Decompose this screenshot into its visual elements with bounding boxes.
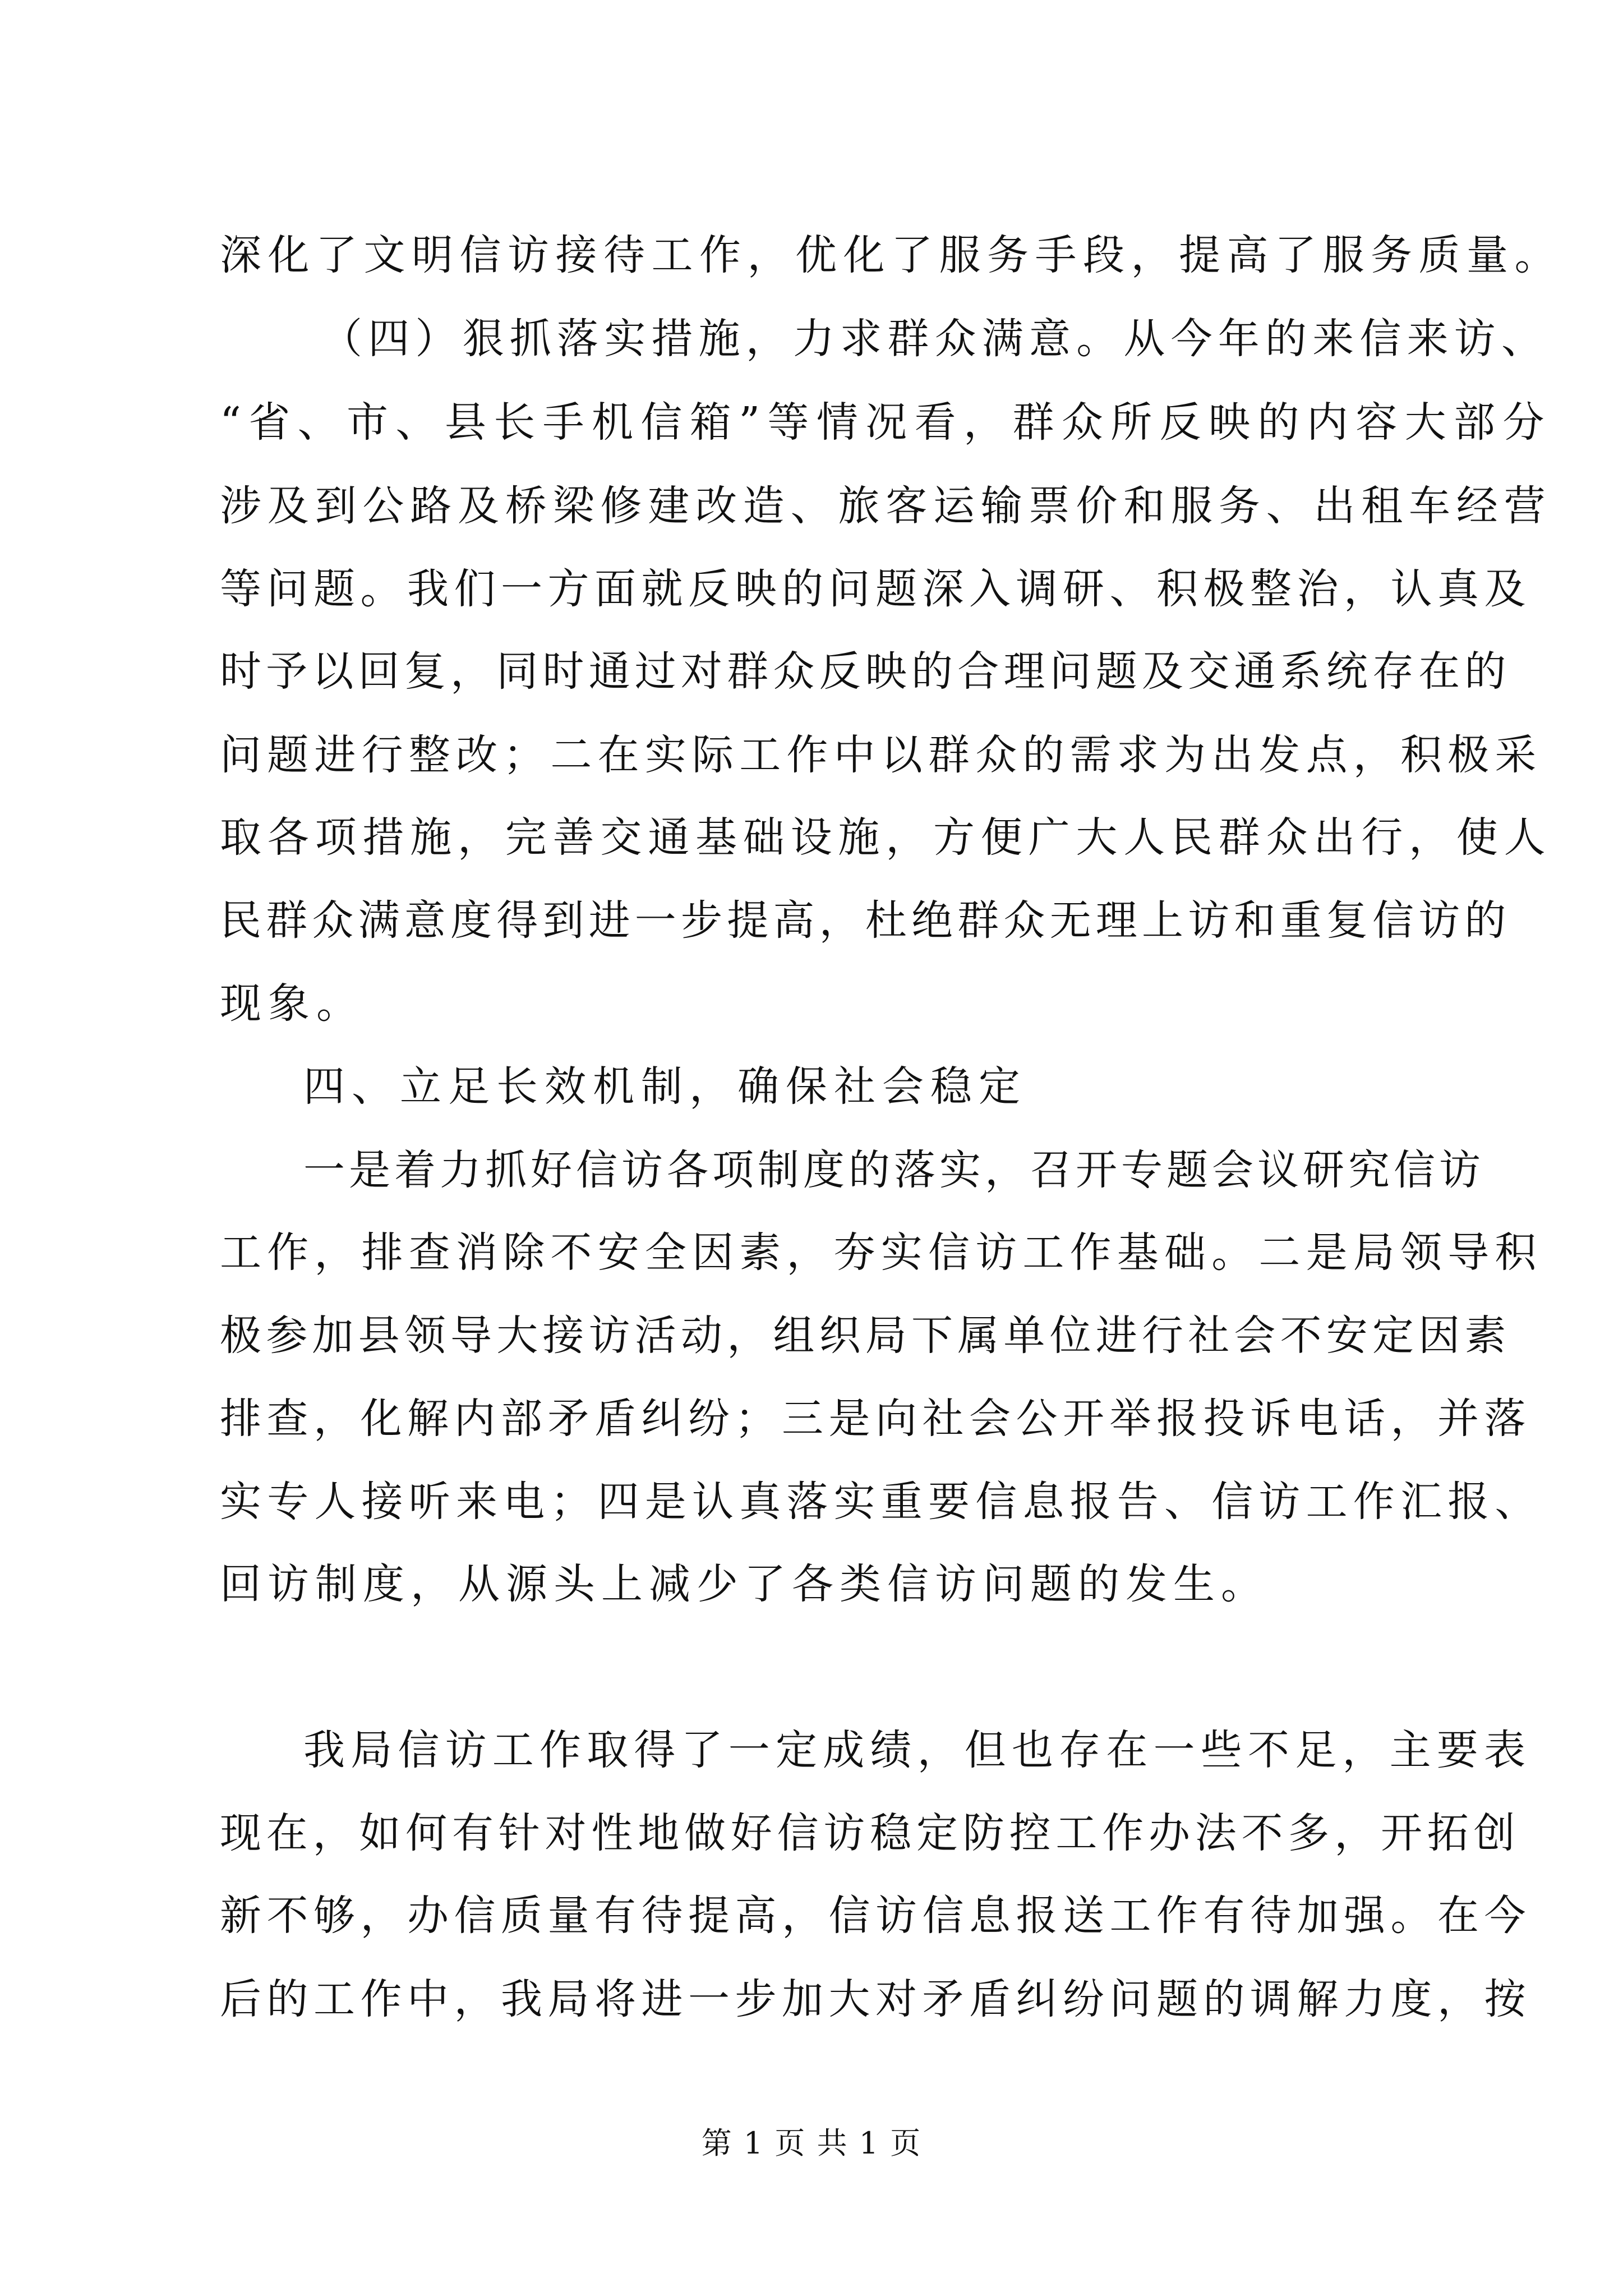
text-line: “省、市、县长手机信箱”等情况看，群众所反映的内容大部分 [220,398,1552,447]
text-line: 取各项措施，完善交通基础设施，方便广大人民群众出行，使人 [220,813,1552,862]
text-line: 我局信访工作取得了一定成绩，但也存在一些不足，主要表 [303,1726,1532,1774]
text-line: 极参加县领导大接访活动，组织局下属单位进行社会不安定因素 [220,1312,1511,1360]
text-line: 一是着力抓好信访各项制度的落实，召开专题会议研究信访 [303,1146,1484,1194]
text-line: 回访制度，从源头上减少了各类信访问题的发生。 [220,1560,1269,1608]
text-line: 后的工作中，我局将进一步加大对矛盾纠纷问题的调解力度，按 [220,1975,1531,2023]
text-line: 新不够，办信质量有待提高，信访信息报送工作有待加强。在今 [220,1892,1531,1940]
section-heading: 四、立足长效机制，确保社会稳定 [303,1062,1027,1111]
text-line: （四）狠抓落实措施，力求群众满意。从今年的来信来访、 [321,315,1549,363]
text-line: 民群众满意度得到进一步提高，杜绝群众无理上访和重复信访的 [220,896,1511,945]
page-footer: 第 1 页 共 1 页 [701,2125,922,2161]
text-line: 涉及到公路及桥梁修建改造、旅客运输票价和服务、出租车经营 [220,482,1552,530]
text-line: 排查，化解内部矛盾纠纷；三是向社会公开举报投诉电话，并落 [220,1395,1531,1443]
text-line: 等问题。我们一方面就反映的问题深入调研、积极整治，认真及 [220,565,1531,613]
text-line: 现在，如何有针对性地做好信访稳定防控工作办法不多，开拓创 [220,1809,1520,1857]
text-line: 问题进行整改；二在实际工作中以群众的需求为出发点，积极采 [220,731,1542,779]
text-line: 深化了文明信访接待工作，优化了服务手段，提高了服务质量。 [220,231,1562,279]
text-line: 现象。 [220,979,365,1028]
text-line: 时予以回复，同时通过对群众反映的合理问题及交通系统存在的 [220,647,1511,696]
text-line: 实专人接听来电；四是认真落实重要信息报告、信访工作汇报、 [220,1478,1542,1526]
text-line: 工作，排查消除不安全因素，夯实信访工作基础。二是局领导积 [220,1228,1542,1277]
